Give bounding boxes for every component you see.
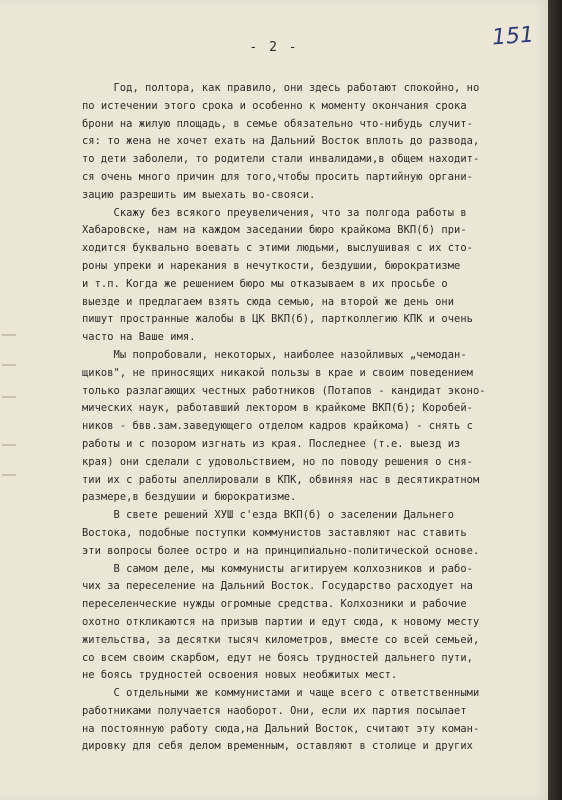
text-line: щиков", не приносящих никакой пользы в крае и своим поведением xyxy=(82,366,473,379)
text-line: тии их с работы апеллировали в КПК, обвиняя нас в десятикратном xyxy=(82,473,480,486)
text-line: чих за переселение на Дальний Восток. Государство расходует на xyxy=(82,580,473,593)
text-line: размере,в бездушии и бюрократизме. xyxy=(82,491,297,504)
page-number: - 2 - xyxy=(249,40,299,55)
paragraph-3 xyxy=(82,347,556,507)
text-line: выезде и предлагаем взять сюда семью, на второй же день они xyxy=(82,295,455,308)
text-line: часто на Ваше имя. xyxy=(82,331,196,344)
text-line: Скажу без всякого преувеличения, что за полгода работы в xyxy=(82,206,467,219)
text-line: В свете решений ХУШ с'езда ВКП(б) о заселении Дальнего xyxy=(82,509,455,522)
text-line: мических наук, работавший лектором в крайкоме ВКП(б); Коробей- xyxy=(82,402,473,415)
text-line: Востока, подобные поступки коммунистов заставляют нас ставить xyxy=(82,526,467,539)
text-line: и т.п. Когда же решением бюро мы отказываем в их просьбе о xyxy=(82,277,448,290)
text-line: роны упреки и нарекания в нечуткости, бездушии, бюрократизме xyxy=(82,259,461,272)
text-line: по истечении этого срока и особенно к моменту окончания срока xyxy=(82,99,467,112)
text-line: дировку для себя делом временным, оставляют в столице и других xyxy=(82,740,473,753)
text-line: ся: то жена не хочет ехать на Дальний Восток вплоть до развода, xyxy=(82,135,480,148)
text-line: на постоянную работу сюда,на Дальний Восток, считают эту коман- xyxy=(82,722,480,735)
margin-bleed xyxy=(2,330,22,340)
paragraph-5 xyxy=(82,561,556,686)
paragraph-1 xyxy=(82,80,556,205)
text-line: эти вопросы более остро и на принципиально-политической основе. xyxy=(82,544,480,557)
text-line: брони на жилую площадь, в семье обязательно что-нибудь случит- xyxy=(82,117,473,130)
text-line: со всем своим скарбом, едут не боясь трудностей дальнего пути, xyxy=(82,651,473,664)
text-line: зацию разрешить им выехать во-свояси. xyxy=(82,188,316,201)
text-line: работы и с позором изгнать из края. Последнее (т.е. выезд из xyxy=(82,437,461,450)
paragraph-4 xyxy=(82,507,556,560)
text-line: Год, полтора, как правило, они здесь работают спокойно, но xyxy=(82,82,480,94)
text-line: жительства, за десятки тысяч километров, вместе со всей семьей, xyxy=(82,633,480,646)
text-line: В самом деле, мы коммунисты агитируем колхозников и рабо- xyxy=(82,562,473,575)
paragraph-6 xyxy=(82,685,556,756)
text-line: Хабаровске, нам на каждом заседании бюро крайкома ВКП(б) при- xyxy=(82,224,467,237)
text-line: переселенческие нужды огромные средства. Колхозники и рабочие xyxy=(82,598,467,611)
margin-bleed xyxy=(2,470,22,480)
margin-bleed xyxy=(2,360,22,370)
margin-bleed xyxy=(2,440,22,450)
body-text xyxy=(82,80,556,756)
text-line: С отдельными же коммунистами и чаще всего с ответственными xyxy=(82,687,480,700)
text-line: то дети заболели, то родители стали инвалидами,в общем находит- xyxy=(82,153,480,166)
text-line: края) они сделали с удовольствием, но по поводу решения о сня- xyxy=(82,455,473,468)
text-line: работниками получается наоборот. Они, если их партия посылает xyxy=(82,704,467,717)
text-line: охотно откликаются на призыв партии и едут сюда, к новому месту xyxy=(82,615,480,628)
text-line: Мы попробовали, некоторых, наиболее назойливых „чемодан- xyxy=(82,348,467,361)
paragraph-2 xyxy=(82,205,556,347)
text-line: ходится буквально воевать с этими людьми, выслушивая с их сто- xyxy=(82,242,473,255)
text-line: ников - бвв.зам.заведующего отделом кадров крайкома) - снять с xyxy=(82,420,473,433)
folio-number: 151 xyxy=(491,22,535,51)
text-line: не боясь трудностей освоения новых необжитых мест. xyxy=(82,669,398,682)
scan-background-edge xyxy=(548,0,562,800)
text-line: ся очень много причин для того,чтобы просить партийную органи- xyxy=(82,170,473,183)
text-line: только разлагающих честных работников (Потапов - кандидат эконо- xyxy=(82,384,486,397)
text-line: пишут пространные жалобы в ЦК ВКП(б), партколлегию КПК и очень xyxy=(82,313,473,326)
margin-bleed xyxy=(2,392,22,402)
